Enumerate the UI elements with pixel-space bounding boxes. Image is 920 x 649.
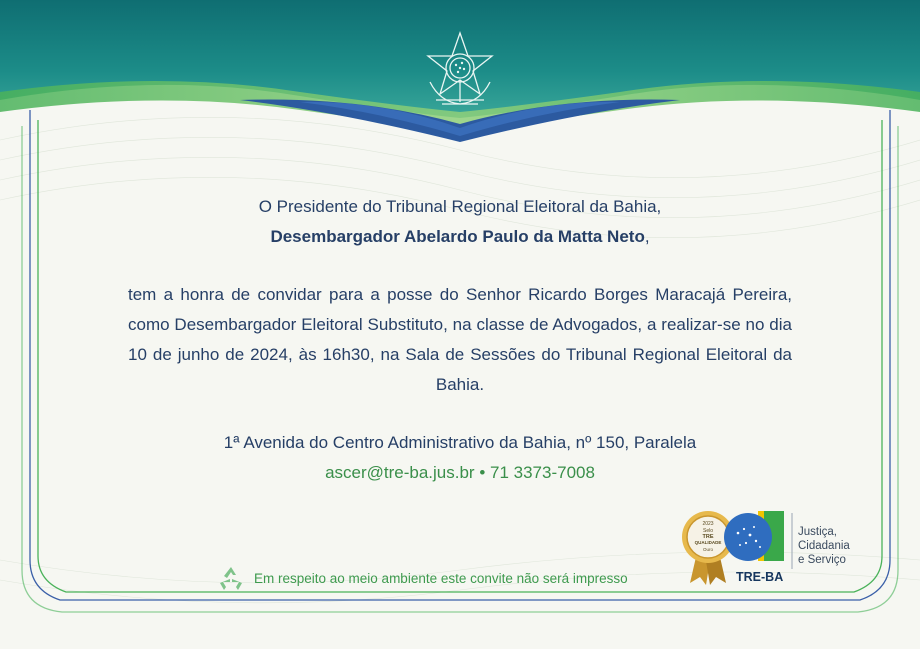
recycle-icon	[216, 565, 246, 591]
invitation-body: tem a honra de convidar para a posse do Senhor Ricardo Borges Maracajá Pereira, como Desembargador Eleitoral Substituto, na classe de Advogados, a realizar-se no dia 10 de junho de 2024, às 16h30, na Sala de Sessões do Tribunal Regional Eleitoral da Bahia.	[128, 285, 792, 394]
contact-line	[128, 458, 792, 488]
invitation-text	[128, 192, 792, 488]
email-link[interactable]: ascer@tre-ba.jus.br	[325, 463, 475, 482]
address-line: 1ª Avenida do Centro Administrativo da Bahia, nº 150, Paralela	[223, 433, 697, 452]
president-suffix: ,	[644, 227, 650, 246]
slogan-line-3: e Serviço	[798, 554, 846, 566]
seal-line1: Selo	[702, 528, 714, 534]
invitation-opening: O Presidente do Tribunal Regional Eleitoral da Bahia,	[258, 197, 662, 216]
seal-year: 2023	[702, 521, 714, 527]
org-name: TRE-BA	[736, 570, 784, 584]
president-name: Desembargador Abelardo Paulo da Matta Neto	[270, 227, 645, 246]
slogan-line-1: Justiça,	[798, 526, 837, 538]
tre-ba-emblem-icon	[724, 511, 784, 561]
seal-level: Ouro	[702, 547, 714, 552]
slogan	[798, 525, 878, 567]
seal-line3: QUALIDADE	[694, 540, 722, 545]
phone-number: 71 3373-7008	[490, 463, 595, 482]
president-line	[128, 222, 792, 252]
coat-of-arms-icon	[418, 30, 502, 114]
contact-separator: •	[474, 463, 490, 482]
environment-note-text: Em respeito ao meio ambiente este convite não será impresso	[254, 570, 628, 586]
environment-note	[216, 566, 628, 590]
slogan-line-2: Cidadania	[798, 540, 850, 552]
seal-line2: TRE	[702, 534, 714, 540]
